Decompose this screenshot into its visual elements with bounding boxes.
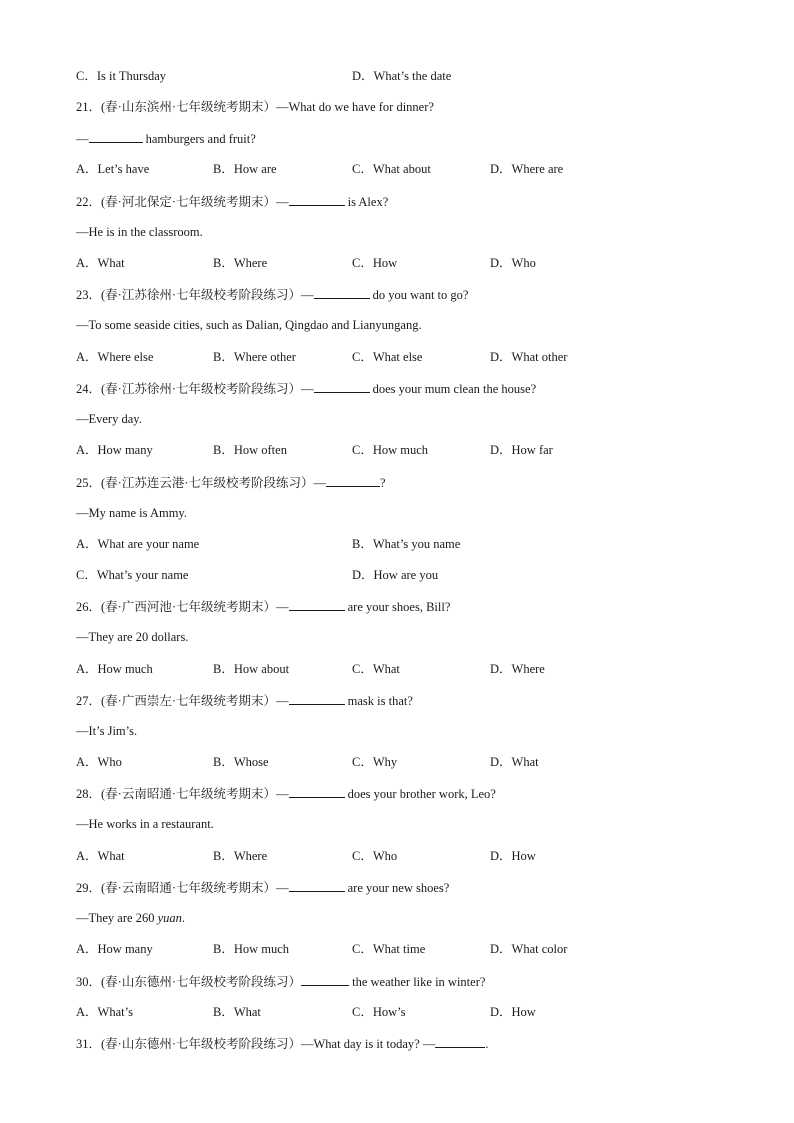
question-end: .	[485, 1037, 489, 1051]
q24-option-d[interactable]: D．How far	[490, 443, 553, 457]
q29-option-b[interactable]: B．How much	[213, 942, 290, 956]
question-text: does your mum clean the house?	[369, 382, 537, 396]
dash: —	[276, 787, 289, 801]
q28-option-a[interactable]: A．What	[76, 849, 125, 863]
dash: —	[276, 195, 289, 209]
q29-reply	[76, 910, 185, 926]
dash: —	[301, 382, 314, 396]
q27-option-a[interactable]: A．Who	[76, 755, 122, 769]
q24-reply: —Every day.	[76, 412, 142, 426]
q21-reply	[76, 130, 256, 147]
q29-stem	[76, 879, 449, 896]
question-text: —What day is it today? —	[301, 1037, 436, 1051]
reply-italic: yuan	[157, 911, 182, 925]
dash: —	[76, 132, 89, 146]
question-text: are your new shoes?	[344, 881, 450, 895]
q25-stem	[76, 474, 386, 491]
q26-reply: —They are 20 dollars.	[76, 630, 189, 644]
answer-blank[interactable]	[435, 1035, 485, 1048]
answer-blank[interactable]	[289, 879, 345, 892]
question-text: mask is that?	[344, 694, 413, 708]
q22-option-a[interactable]: A．What	[76, 256, 125, 270]
q29-source: 29．(春·云南昭通·七年级统考期末）	[76, 881, 276, 895]
q28-option-c[interactable]: C．Who	[352, 849, 398, 863]
q28-stem	[76, 785, 496, 802]
q24-option-c[interactable]: C．How much	[352, 443, 429, 457]
q22-reply: —He is in the classroom.	[76, 225, 203, 239]
q21-option-a[interactable]: A．Let’s have	[76, 162, 150, 176]
q22-stem	[76, 193, 388, 210]
dash: —	[276, 600, 289, 614]
q29-option-c[interactable]: C．What time	[352, 942, 426, 956]
q23-option-b[interactable]: B．Where other	[213, 350, 296, 364]
q30-option-b[interactable]: B．What	[213, 1005, 261, 1019]
dash: —	[301, 288, 314, 302]
q22-source: 22．(春·河北保定·七年级统考期末）	[76, 195, 276, 209]
reply-text: hamburgers and fruit?	[142, 132, 256, 146]
dash: —	[276, 694, 289, 708]
question-text: does your brother work, Leo?	[344, 787, 496, 801]
question-text: is Alex?	[344, 195, 389, 209]
q30-option-c[interactable]: C．How’s	[352, 1005, 406, 1019]
q28-option-d[interactable]: D．How	[490, 849, 536, 863]
q22-option-c[interactable]: C．How	[352, 256, 398, 270]
q23-stem	[76, 286, 468, 303]
q31-source: 31．(春·山东德州·七年级校考阶段练习）	[76, 1037, 301, 1051]
q23-reply: —To some seaside cities, such as Dalian, Qingdao and Lianyungang.	[76, 318, 422, 332]
q21-stem	[76, 99, 434, 115]
q28-source: 28．(春·云南昭通·七年级统考期末）	[76, 787, 276, 801]
q29-option-d[interactable]: D．What color	[490, 942, 568, 956]
answer-blank[interactable]	[289, 785, 345, 798]
q21-option-d[interactable]: D．Where are	[490, 162, 564, 176]
q22-option-d[interactable]: D．Who	[490, 256, 536, 270]
question-text: the weather like in winter?	[349, 975, 486, 989]
q20-option-d[interactable]: D．What’s the date	[352, 69, 452, 83]
q21-question: —What do we have for dinner?	[276, 100, 434, 114]
q23-option-d[interactable]: D．What other	[490, 350, 568, 364]
q26-stem	[76, 598, 450, 615]
q24-source: 24．(春·江苏徐州·七年级校考阶段练习）	[76, 382, 301, 396]
answer-blank[interactable]	[314, 380, 370, 393]
q27-option-c[interactable]: C．Why	[352, 755, 398, 769]
question-text: do you want to go?	[369, 288, 469, 302]
reply-end: .	[181, 911, 186, 925]
q30-stem	[76, 973, 485, 990]
q24-option-b[interactable]: B．How often	[213, 443, 287, 457]
q25-reply: —My name is Ammy.	[76, 506, 187, 520]
q28-option-b[interactable]: B．Where	[213, 849, 268, 863]
q30-option-a[interactable]: A．What’s	[76, 1005, 133, 1019]
q23-source: 23．(春·江苏徐州·七年级校考阶段练习）	[76, 288, 301, 302]
question-text: are your shoes, Bill?	[344, 600, 451, 614]
question-text: ?	[380, 476, 386, 490]
q28-reply: —He works in a restaurant.	[76, 817, 214, 831]
q23-option-c[interactable]: C．What else	[352, 350, 423, 364]
q26-option-d[interactable]: D．Where	[490, 662, 545, 676]
q22-option-b[interactable]: B．Where	[213, 256, 268, 270]
q27-option-b[interactable]: B．Whose	[213, 755, 269, 769]
q21-source: 21．(春·山东滨州·七年级统考期末）	[76, 100, 276, 114]
q27-reply: —It’s Jim’s.	[76, 724, 138, 738]
answer-blank[interactable]	[289, 692, 345, 705]
dash: —	[276, 881, 289, 895]
q26-option-a[interactable]: A．How much	[76, 662, 153, 676]
q30-source: 30．(春·山东德州·七年级校考阶段练习）	[76, 975, 301, 989]
q25-source: 25．(春·江苏连云港·七年级校考阶段练习）	[76, 476, 314, 490]
q24-stem	[76, 380, 536, 397]
answer-blank[interactable]	[301, 973, 349, 986]
q21-option-b[interactable]: B．How are	[213, 162, 277, 176]
q30-option-d[interactable]: D．How	[490, 1005, 536, 1019]
reply-text: —They are 260	[76, 911, 158, 925]
answer-blank[interactable]	[326, 474, 380, 487]
q27-stem	[76, 692, 413, 709]
answer-blank[interactable]	[289, 193, 345, 206]
dash: —	[313, 476, 326, 490]
q31-stem	[76, 1035, 488, 1052]
q25-option-d[interactable]: D．How are you	[352, 568, 439, 582]
q29-option-a[interactable]: A．How many	[76, 942, 153, 956]
q23-option-a[interactable]: A．Where else	[76, 350, 154, 364]
q27-source: 27．(春·广西崇左·七年级统考期末）	[76, 694, 276, 708]
answer-blank[interactable]	[289, 598, 345, 611]
q20-option-c[interactable]: C．Is it Thursday	[76, 69, 167, 83]
q26-option-c[interactable]: C．What	[352, 662, 400, 676]
q25-option-a[interactable]: A．What are your name	[76, 537, 200, 551]
q26-source: 26．(春·广西河池·七年级统考期末）	[76, 600, 276, 614]
q24-option-a[interactable]: A．How many	[76, 443, 153, 457]
answer-blank[interactable]	[314, 286, 370, 299]
q25-option-c[interactable]: C．What’s your name	[76, 568, 189, 582]
q21-option-c[interactable]: C．What about	[352, 162, 431, 176]
q25-option-b[interactable]: B．What’s you name	[352, 537, 461, 551]
q26-option-b[interactable]: B．How about	[213, 662, 290, 676]
answer-blank[interactable]	[89, 130, 143, 143]
q27-option-d[interactable]: D．What	[490, 755, 539, 769]
